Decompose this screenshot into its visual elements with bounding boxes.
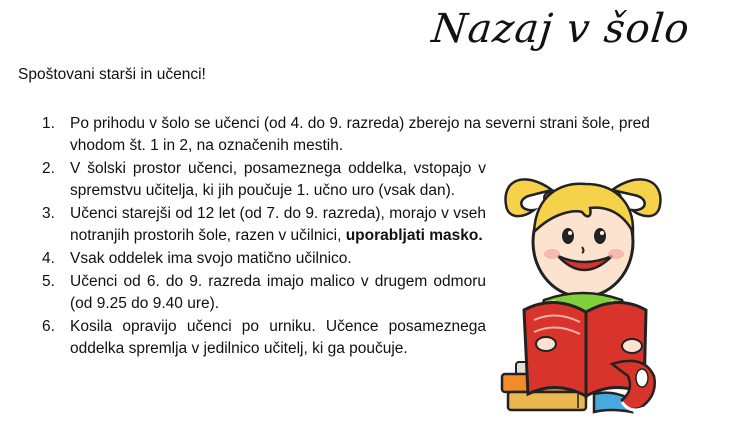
girl-reading-illustration <box>494 150 670 425</box>
girl-head <box>533 184 633 297</box>
list-item-number: 2. <box>42 160 55 177</box>
list-item-text: Kosila opravijo učenci po urniku. Učence posameznega oddelka spremlja v jedilnico učitelj, ki ga poučuje. <box>70 318 486 357</box>
open-red-book <box>524 302 646 396</box>
list-item-number: 3. <box>42 205 55 222</box>
list-item-number: 1. <box>42 115 55 132</box>
page-title: Nazaj v šolo <box>429 6 693 52</box>
list-item-text: Vsak oddelek ima svojo matično učilnico. <box>70 250 352 267</box>
list-item-text: V šolski prostor učenci, posameznega oddelka, vstopajo v spremstvu učitelja, ki jih poučuje 1. učno uro (vsak dan). <box>70 160 486 199</box>
emphasis-text: uporabljati masko. <box>345 227 483 244</box>
greeting-text: Spoštovani starši in učenci! <box>18 66 206 83</box>
list-item-text: Učenci starejši od 12 let (od 7. do 9. razreda), morajo v vseh notranjih prostorih šole, razen v učilnici, uporabljati masko. <box>70 205 486 244</box>
list-item-text: Po prihodu v šolo se učenci (od 4. do 9. razreda) zberejo na severni strani šole, pred vhodom št. 1 in 2, na označenih mestih. <box>70 115 650 154</box>
list-item-text: Učenci od 6. do 9. razreda imajo malico v drugem odmoru (od 9.25 do 9.40 ure). <box>70 273 486 312</box>
list-item-number: 5. <box>42 273 55 290</box>
list-item-number: 4. <box>42 250 55 267</box>
list-item-number: 6. <box>42 318 55 335</box>
